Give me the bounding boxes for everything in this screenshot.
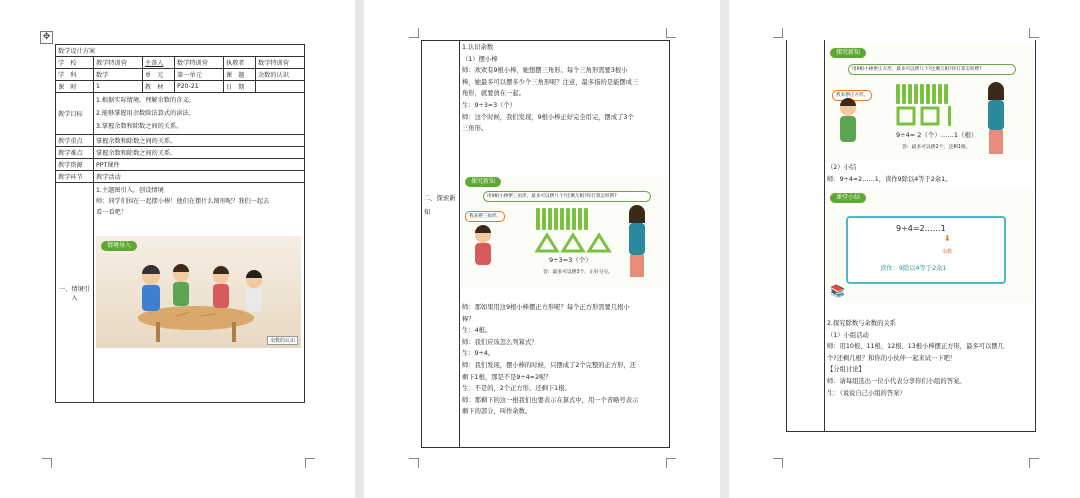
table-row xyxy=(56,171,305,183)
section-label: 一、情境引入 xyxy=(56,183,94,403)
table-title: 数学设计方案 xyxy=(56,45,305,57)
section-label: 二、探索新知 xyxy=(424,195,456,216)
cell: P20-21 xyxy=(174,81,223,93)
child-speech-bubble: 我来摆三角形。 xyxy=(465,211,505,222)
cell: 掌握余数和除数之间的关系。 xyxy=(94,147,305,159)
sticks-triangle-illustration xyxy=(461,175,668,287)
paragraph: 师：那剩下的这一根我们也要表示在算式中，用一个省略号表示 xyxy=(462,396,639,404)
cell: 学 科 xyxy=(56,69,94,81)
paragraph: 看一看吧！ xyxy=(96,209,127,216)
table-row xyxy=(56,69,305,81)
paragraph: 棒？ xyxy=(462,315,475,323)
column-divider xyxy=(459,40,460,448)
cell: 数学特训营 xyxy=(255,57,304,69)
cell: 教学重点 xyxy=(56,135,94,147)
paragraph: 1.主题图引入，创设情境 xyxy=(96,187,164,194)
cell: 数学 xyxy=(94,69,143,81)
paragraph: 个?还剩几根？和你的小伙伴一起来试一下吧！ xyxy=(827,354,957,362)
goal-item: 2.能够掌握用余数除法算式的读法。 xyxy=(96,110,195,117)
child-speech-bubble: 我来摆正方形。 xyxy=(832,90,872,101)
teacher-speech-bubble: 用9根小棒摆三角形，最多可以摆几个?还剩几根?你打算怎样摆? xyxy=(483,191,651,202)
table-move-handle-icon[interactable]: ✥ xyxy=(40,31,53,44)
image-caption: 余数的认识 xyxy=(267,336,298,345)
cell: 课 时 xyxy=(56,81,94,93)
answer-text: 答：最多可以摆2个，还剩1根。 xyxy=(902,145,971,150)
page-2 xyxy=(364,0,720,498)
paragraph: 师：欢欢有9根小棒，她想摆三角形。每个三角形需要3根小 xyxy=(462,67,628,75)
text-block-mid xyxy=(827,162,1032,185)
page-corner-mark xyxy=(1029,28,1039,38)
goal-item: 3.掌握余数和除数之间的关系。 xyxy=(96,123,183,130)
page-corner-mark xyxy=(666,28,676,38)
answer-text: 答：最多可以摆3个，正好分完。 xyxy=(543,270,614,275)
table-row xyxy=(56,147,305,159)
explore-badge: 探究新知 xyxy=(465,177,501,187)
column-divider xyxy=(824,40,825,432)
cell: 单 元 xyxy=(142,69,174,81)
cell: 教学活动 xyxy=(94,171,305,183)
paragraph: （1）摆小棒 xyxy=(462,55,498,63)
cell: 第一单元 xyxy=(174,69,223,81)
paragraph: 剩下1根，那是不是9÷4=2呢？ xyxy=(462,373,552,381)
summary-reading: 读作：9除以4等于2余1 xyxy=(880,265,947,272)
paragraph: 师：请每组选出一位小代表分享你们小组的答案。 xyxy=(827,377,966,385)
cell xyxy=(255,81,304,93)
text-block-bottom xyxy=(462,302,667,418)
page-3 xyxy=(729,0,1080,498)
cell: PPT课件 xyxy=(94,159,305,171)
page-corner-mark xyxy=(666,458,676,468)
table-row xyxy=(56,57,305,69)
remainder-label: 余数 xyxy=(942,249,953,255)
table-row xyxy=(56,93,305,135)
cell: 掌握余数和除数之间的关系。 xyxy=(94,135,305,147)
text-block-top xyxy=(462,42,667,135)
paragraph: 1.认识余数 xyxy=(462,44,494,51)
activity-cell xyxy=(94,183,305,403)
text-block-bottom xyxy=(827,318,1033,399)
cell: 主备人 xyxy=(142,57,174,69)
paragraph: 角形，就要放在一起。 xyxy=(462,90,525,98)
lesson-plan-table xyxy=(55,44,305,403)
cell: 日 期 xyxy=(223,81,255,93)
paragraph: （2）小结 xyxy=(827,164,857,171)
paragraph: 三角形。 xyxy=(462,125,488,133)
page-corner-mark xyxy=(773,458,783,468)
paragraph: 师：我们应该怎么列算式？ xyxy=(462,338,538,346)
paragraph: 师：那如果用这9根小棒摆正方形呢？每个正方形需要几根小 xyxy=(462,304,630,311)
paragraph: 棒，她最多可以摆多少个三角形呢？注意，最多指的是能摆成三 xyxy=(462,78,639,86)
cell: 数学特训营 xyxy=(174,57,223,69)
page-corner-mark xyxy=(305,458,315,468)
page-corner-mark xyxy=(773,28,783,38)
paragraph: 师：用10根、11根、12根、13根小棒摆正方形，最多可以摆几 xyxy=(827,343,1004,351)
cell: 课 题 xyxy=(223,69,255,81)
paragraph: 剩下的部分，叫作余数。 xyxy=(462,408,532,416)
equation: 9÷4= 2（个）……1（根） xyxy=(896,131,978,139)
paragraph: 生：（说说自己小组的答案） xyxy=(827,389,906,397)
down-arrow-icon: ⬇ xyxy=(944,234,951,243)
classroom-scene xyxy=(96,236,301,348)
scene-illustration xyxy=(96,236,301,348)
cell: 1 xyxy=(94,81,143,93)
books-icon: 📚 xyxy=(830,284,845,298)
page-1 xyxy=(0,0,355,498)
page-corner-mark xyxy=(409,28,419,38)
cell: 教 材 xyxy=(142,81,174,93)
table-row xyxy=(56,183,305,403)
paragraph: 2.探究除数与余数的关系 xyxy=(827,320,896,327)
cell: 教学资源 xyxy=(56,159,94,171)
cell: 学 校 xyxy=(56,57,94,69)
paragraph: 师：这个时候，我们发现，9根小棒正好完全用完，摆成了3个 xyxy=(462,113,634,121)
intro-badge: 情境导入 xyxy=(101,241,137,251)
equation: 9÷3=3（个） xyxy=(549,256,592,264)
table-row xyxy=(56,81,305,93)
paragraph: （1）小组活动 xyxy=(827,331,869,339)
summary-badge: 课堂小结 xyxy=(830,193,866,203)
paragraph: 生：9÷4。 xyxy=(462,350,495,358)
sticks-square-illustration xyxy=(826,44,1034,160)
cell: 教学特训营 xyxy=(94,57,143,69)
paragraph: 生：4根。 xyxy=(462,327,492,335)
cell: 余数的认识 xyxy=(255,69,304,81)
cell: 教学环节 xyxy=(56,171,94,183)
paragraph: 师：同学们围在一起摆小棒！他们在摆什么图形呢？我们一起去 xyxy=(96,198,270,205)
summary-illustration xyxy=(826,190,1034,302)
page-corner-mark xyxy=(1029,458,1039,468)
cell: 教学目标 xyxy=(56,93,94,135)
paragraph: 【分组讨论】 xyxy=(827,366,865,374)
paragraph: 师：9÷4=2……1，读作9除以4等于2余1。 xyxy=(827,175,952,183)
cell: 教学难点 xyxy=(56,147,94,159)
paragraph: 生：不是的，2个正方形，还剩下1根。 xyxy=(462,385,571,393)
table-row xyxy=(56,135,305,147)
paragraph: 师：我们发现，摆小棒的时候，只摆成了2个完整的正方形，还 xyxy=(462,361,637,369)
page-corner-mark xyxy=(42,458,52,468)
table-row xyxy=(56,159,305,171)
paragraph: 生：9÷3=3（个） xyxy=(462,101,517,109)
explore-badge: 探究新知 xyxy=(830,48,866,58)
page-corner-mark xyxy=(409,458,419,468)
cell: 执教者 xyxy=(223,57,255,69)
teacher-speech-bubble: 用9根小棒摆正方形，最多可以摆几个?还剩几根?你打算怎样摆? xyxy=(848,64,1016,75)
goals-cell xyxy=(94,93,305,135)
goal-item: 1.根据实际情境，理解余数的含义。 xyxy=(96,97,195,104)
summary-equation: 9÷4=2……1 xyxy=(896,224,946,233)
